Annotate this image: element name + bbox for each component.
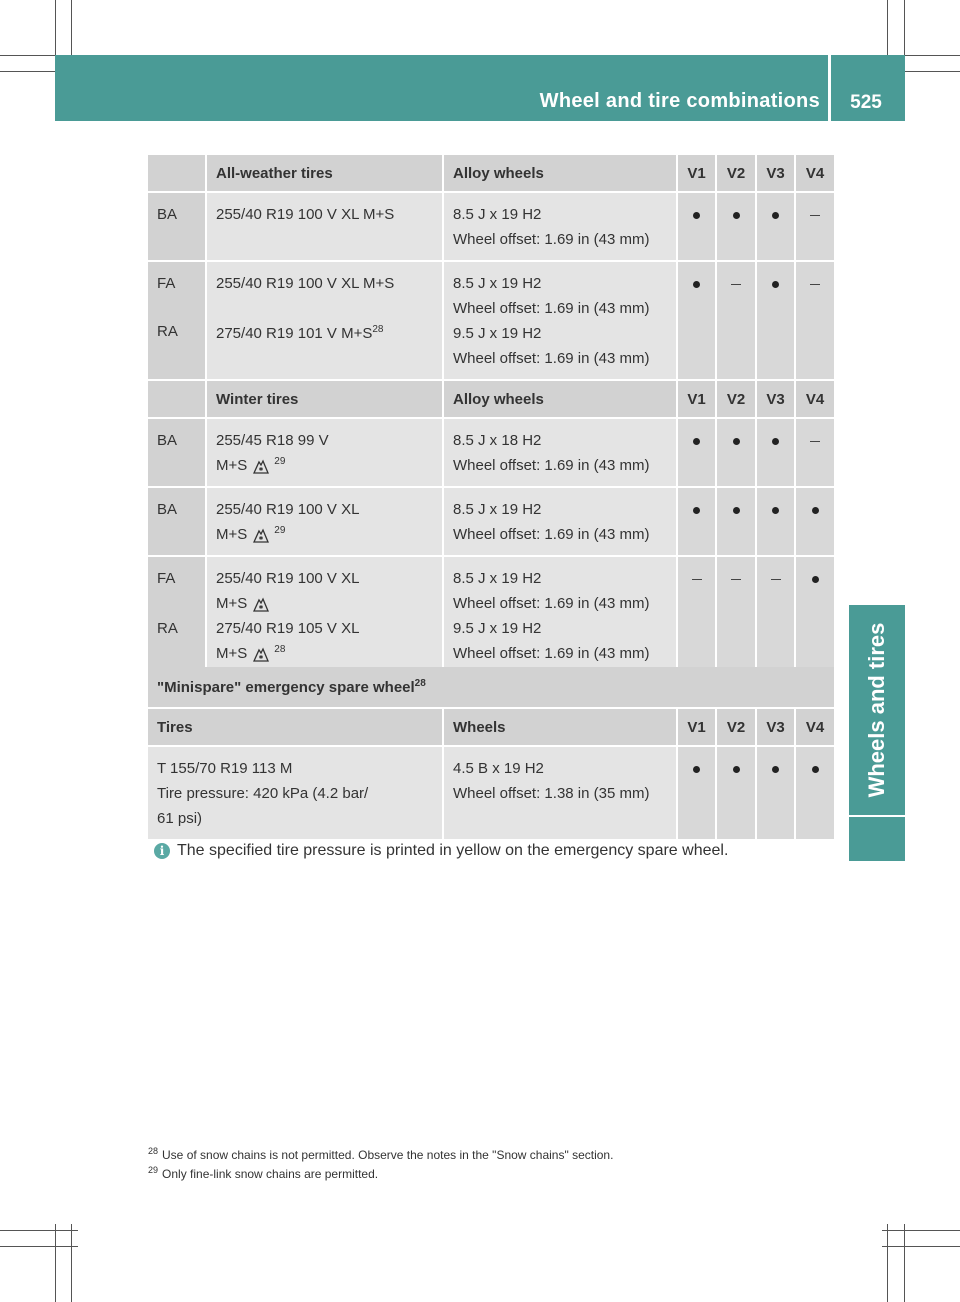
- page-number: 525: [850, 92, 882, 113]
- axle-label: RA: [157, 323, 178, 340]
- v1-cell: [676, 262, 715, 381]
- axle-label: RA: [157, 620, 178, 637]
- column-header: V1: [676, 155, 715, 193]
- wheel-offset: Wheel offset: 1.69 in (43 mm): [453, 595, 650, 612]
- tire-size: 255/45 R18 99 V: [216, 432, 329, 449]
- tire-pressure: Tire pressure: 420 kPa (4.2 bar/: [157, 785, 369, 802]
- wheel-cell: [442, 557, 676, 676]
- available-dot-icon: [693, 281, 700, 288]
- table-row: [148, 193, 834, 262]
- column-header: V2: [715, 709, 755, 747]
- available-dot-icon: [733, 212, 740, 219]
- column-header: V4: [794, 381, 834, 419]
- axle-label: BA: [157, 206, 178, 223]
- wheel-offset: Wheel offset: 1.69 in (43 mm): [453, 645, 650, 662]
- not-available-dash-icon: [810, 215, 820, 216]
- crop-mark: [55, 1224, 56, 1302]
- snowflake-mountain-icon: [253, 459, 269, 474]
- winter-tires-table: [148, 381, 834, 676]
- info-note: The specified tire pressure is printed in yellow on the emergency spare wheel.: [177, 842, 729, 859]
- v3-cell: [755, 747, 794, 841]
- axle-cell: [148, 557, 205, 676]
- tire-cell: [205, 488, 442, 557]
- column-header: Wheels: [442, 709, 676, 747]
- crop-mark: [904, 1224, 905, 1302]
- tire-size: 255/40 R19 100 V XL M+S: [216, 275, 395, 292]
- table-title-row: [148, 667, 834, 709]
- v4-cell: [794, 193, 834, 262]
- footnote-ref: 29: [274, 525, 286, 536]
- axle-cell: [148, 419, 205, 488]
- not-available-dash-icon: [810, 284, 820, 285]
- available-dot-icon: [772, 766, 779, 773]
- available-dot-icon: [812, 766, 819, 773]
- not-available-dash-icon: [771, 579, 781, 580]
- tire-size: 275/40 R19 101 V M+S: [216, 325, 373, 342]
- v2-cell: [715, 419, 755, 488]
- crop-mark: [887, 1224, 888, 1302]
- footnote-ref: 29: [274, 456, 286, 467]
- axle-label: BA: [157, 432, 178, 449]
- tire-cell: [205, 193, 442, 262]
- v3-cell: [755, 557, 794, 676]
- tire-rating: M+S: [216, 457, 248, 474]
- footnote-ref: 28: [372, 324, 384, 335]
- v3-cell: [755, 193, 794, 262]
- footnote: [148, 1148, 613, 1162]
- column-header: All-weather tires: [205, 155, 442, 193]
- wheel-offset: Wheel offset: 1.69 in (43 mm): [453, 350, 650, 367]
- not-available-dash-icon: [731, 284, 741, 285]
- wheel-size: 9.5 J x 19 H2: [453, 620, 542, 637]
- wheel-size: 4.5 B x 19 H2: [453, 760, 544, 777]
- axle-label: FA: [157, 570, 176, 587]
- available-dot-icon: [812, 576, 819, 583]
- v2-cell: [715, 262, 755, 381]
- side-tab-label: Wheels and tires: [864, 622, 889, 798]
- crop-mark: [882, 1246, 960, 1247]
- footnote-number: 29: [148, 1165, 159, 1175]
- tire-size: T 155/70 R19 113 M: [157, 760, 293, 777]
- available-dot-icon: [772, 281, 779, 288]
- axle-cell: [148, 193, 205, 262]
- tire-size: 255/40 R19 100 V XL: [216, 570, 360, 587]
- available-dot-icon: [772, 212, 779, 219]
- v1-cell: [676, 747, 715, 841]
- footnote-ref: 28: [414, 678, 426, 689]
- crop-mark: [0, 1246, 78, 1247]
- table-header-row: [148, 381, 834, 419]
- crop-mark: [0, 1230, 78, 1231]
- available-dot-icon: [693, 766, 700, 773]
- table-row: [148, 262, 834, 381]
- wheel-offset: Wheel offset: 1.69 in (43 mm): [453, 457, 650, 474]
- tire-cell: [148, 747, 442, 841]
- spare-title-text: "Minispare" emergency spare wheel: [157, 679, 415, 696]
- column-header: [148, 381, 205, 419]
- footnote-number: 28: [148, 1146, 159, 1156]
- spare-wheel-table: [148, 667, 834, 841]
- page-title: Wheel and tire combinations: [539, 90, 820, 112]
- tire-rating: M+S: [216, 645, 248, 662]
- table-row: [148, 419, 834, 488]
- table-header-row: [148, 709, 834, 747]
- available-dot-icon: [812, 507, 819, 514]
- column-header: V3: [755, 155, 794, 193]
- tire-cell: [205, 557, 442, 676]
- tire-size: 255/40 R19 100 V XL M+S: [216, 206, 395, 223]
- table-row: [148, 747, 834, 841]
- wheel-offset: Wheel offset: 1.69 in (43 mm): [453, 300, 650, 317]
- v1-cell: [676, 419, 715, 488]
- column-header: Winter tires: [205, 381, 442, 419]
- available-dot-icon: [733, 438, 740, 445]
- not-available-dash-icon: [810, 441, 820, 442]
- v1-cell: [676, 193, 715, 262]
- v2-cell: [715, 747, 755, 841]
- v4-cell: [794, 747, 834, 841]
- column-header: V1: [676, 709, 715, 747]
- footnote-text: Use of snow chains is not permitted. Observe the notes in the "Snow chains" section.: [162, 1148, 614, 1162]
- tire-size: 275/40 R19 105 V XL: [216, 620, 360, 637]
- footnote-text: Only fine-link snow chains are permitted.: [162, 1167, 379, 1181]
- wheel-cell: [442, 488, 676, 557]
- axle-label: BA: [157, 501, 178, 518]
- column-header: V2: [715, 381, 755, 419]
- tire-rating: M+S: [216, 595, 248, 612]
- v1-cell: [676, 557, 715, 676]
- side-tab-marker: [849, 817, 905, 861]
- snowflake-mountain-icon: [253, 528, 269, 543]
- available-dot-icon: [772, 507, 779, 514]
- available-dot-icon: [733, 507, 740, 514]
- available-dot-icon: [693, 507, 700, 514]
- wheel-cell: [442, 747, 676, 841]
- wheel-size: 8.5 J x 18 H2: [453, 432, 542, 449]
- wheel-cell: [442, 193, 676, 262]
- column-header: V3: [755, 709, 794, 747]
- v2-cell: [715, 557, 755, 676]
- wheel-size: 9.5 J x 19 H2: [453, 325, 542, 342]
- footnote-ref: 28: [274, 644, 286, 655]
- available-dot-icon: [693, 438, 700, 445]
- wheel-offset: Wheel offset: 1.69 in (43 mm): [453, 526, 650, 543]
- snowflake-mountain-icon: [253, 597, 269, 612]
- crop-mark: [882, 1230, 960, 1231]
- wheel-offset: Wheel offset: 1.38 in (35 mm): [453, 785, 650, 802]
- column-header: V4: [794, 155, 834, 193]
- tire-size: 255/40 R19 100 V XL: [216, 501, 360, 518]
- tire-pressure: 61 psi): [157, 810, 203, 827]
- v4-cell: [794, 262, 834, 381]
- v1-cell: [676, 488, 715, 557]
- table-row: [148, 488, 834, 557]
- available-dot-icon: [772, 438, 779, 445]
- v3-cell: [755, 262, 794, 381]
- axle-cell: [148, 488, 205, 557]
- wheel-cell: [442, 262, 676, 381]
- crop-mark: [71, 1224, 72, 1302]
- v4-cell: [794, 488, 834, 557]
- table-header-row: [148, 155, 834, 193]
- available-dot-icon: [693, 212, 700, 219]
- v3-cell: [755, 419, 794, 488]
- v4-cell: [794, 419, 834, 488]
- column-header: V3: [755, 381, 794, 419]
- tire-rating: M+S: [216, 526, 248, 543]
- snowflake-mountain-icon: [253, 647, 269, 662]
- wheel-size: 8.5 J x 19 H2: [453, 275, 542, 292]
- axle-cell: [148, 262, 205, 381]
- column-header: V1: [676, 381, 715, 419]
- wheel-size: 8.5 J x 19 H2: [453, 570, 542, 587]
- spare-table-title: [148, 667, 834, 709]
- wheel-size: 8.5 J x 19 H2: [453, 501, 542, 518]
- v2-cell: [715, 193, 755, 262]
- column-header: V2: [715, 155, 755, 193]
- all-weather-table: [148, 155, 834, 381]
- wheel-size: 8.5 J x 19 H2: [453, 206, 542, 223]
- footnote: [148, 1167, 378, 1181]
- column-header: V4: [794, 709, 834, 747]
- info-icon: i: [154, 843, 170, 859]
- axle-label: FA: [157, 275, 176, 292]
- available-dot-icon: [733, 766, 740, 773]
- column-header: Alloy wheels: [442, 155, 676, 193]
- table-row: [148, 557, 834, 676]
- wheel-offset: Wheel offset: 1.69 in (43 mm): [453, 231, 650, 248]
- header-divider: [828, 55, 831, 121]
- v2-cell: [715, 488, 755, 557]
- tire-cell: [205, 262, 442, 381]
- wheel-cell: [442, 419, 676, 488]
- tire-cell: [205, 419, 442, 488]
- v4-cell: [794, 557, 834, 676]
- side-tab-label-wrap: [849, 605, 905, 815]
- v3-cell: [755, 488, 794, 557]
- column-header: Tires: [148, 709, 442, 747]
- not-available-dash-icon: [692, 579, 702, 580]
- column-header: Alloy wheels: [442, 381, 676, 419]
- not-available-dash-icon: [731, 579, 741, 580]
- column-header: [148, 155, 205, 193]
